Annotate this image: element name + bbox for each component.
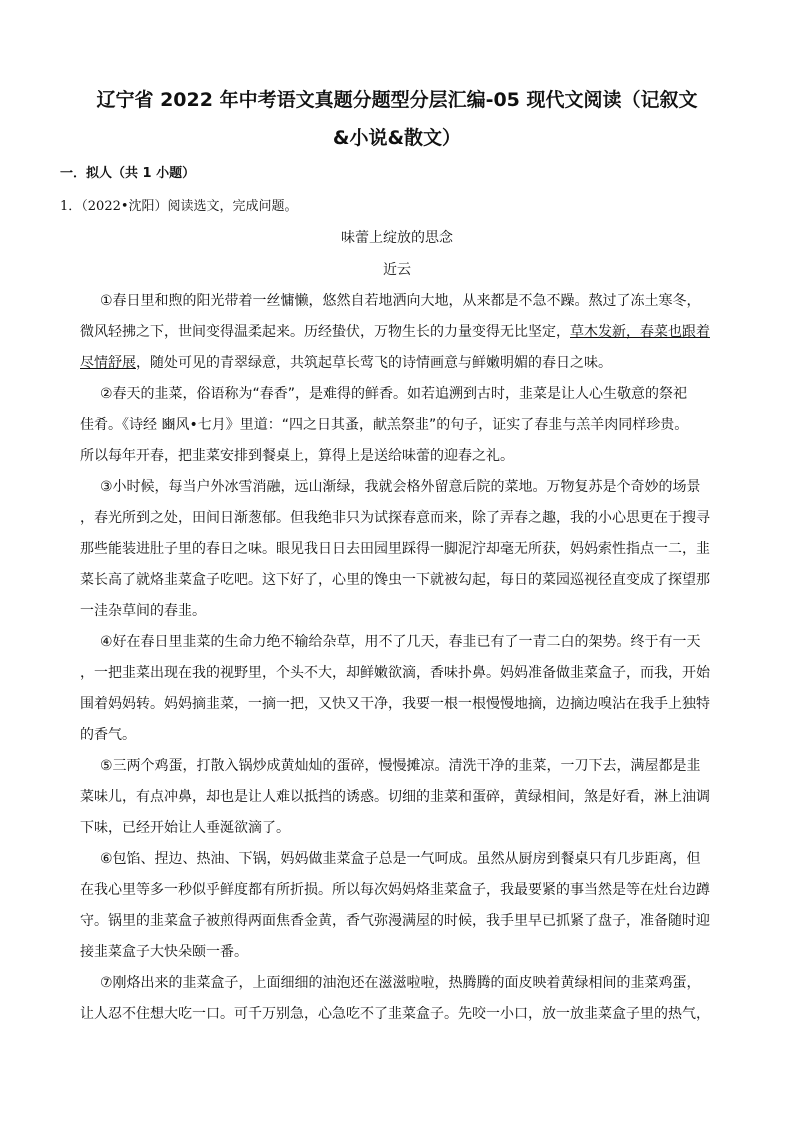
p6-line-2: 在我心里等多一秒似乎鲜度都有所折损。所以每次妈妈烙韭菜盒子，我最要紧的事当然是等在灶台边蹲 [80, 882, 710, 898]
p3-line-2: ，春光所到之处，田间日渐葱郁。但我绝非只为试探春意而来，除了弄春之趣，我的小心思更在于搜寻 [80, 510, 710, 526]
p1-line-2-text: 微风轻拂之下，世间变得温柔起来。历经蛰伏，万物生长的力量变得无比坚定， [80, 324, 570, 340]
p1-underlined-phrase-b: 尽情舒展 [80, 355, 136, 371]
p1-line-3 [80, 353, 612, 373]
p6-line-3: 守。锅里的韭菜盒子被煎得两面焦香金黄，香气弥漫满屋的时候，我手里早已抓紧了盘子，准备随时迎 [80, 913, 710, 929]
p4-line-2: ，一把韭菜出现在我的视野里，个头不大，却鲜嫩欲滴，香味扑鼻。妈妈准备做韭菜盒子，而我，开始 [80, 665, 710, 681]
article-author: 近云 [383, 262, 411, 278]
section-heading: 一．拟人（共 1 小题） [60, 166, 196, 181]
p1-line-2 [80, 322, 710, 342]
p3-line-1: ③小时候，每当户外冰雪消融，远山渐绿，我就会格外留意后院的菜地。万物复苏是个奇妙的场景 [100, 479, 701, 495]
p5-line-3: 下味，已经开始让人垂涎欲滴了。 [80, 820, 290, 836]
p2-line-3: 所以每年开春，把韭菜安排到餐桌上，算得上是送给味蕾的迎春之礼。 [80, 448, 514, 464]
p7-line-2: 让人忍不住想大吃一口。可千万别急，心急吃不了韭菜盒子。先咬一小口，放一放韭菜盒子里的热气， [80, 1006, 710, 1022]
p3-line-3: 那些能装进肚子里的春日之味。眼见我日日去田园里踩得一脚泥泞却毫无所获，妈妈索性指点一二，韭 [80, 541, 710, 557]
p3-line-5: 一洼杂草间的春韭。 [80, 603, 206, 619]
document-title-line-2: &小说&散文） [332, 127, 462, 149]
p6-line-4: 接韭菜盒子大快朵颐一番。 [80, 944, 248, 960]
question-intro: 1．（2022•沈阳）阅读选文，完成问题。 [60, 199, 298, 214]
p1-line-3-text: ，随处可见的青翠绿意，共筑起草长莺飞的诗情画意与鲜嫩明媚的春日之味。 [136, 355, 612, 371]
p2-line-1: ②春天的韭菜，俗语称为“春香”，是难得的鲜香。如若追溯到古时，韭菜是让人心生敬意的祭祀 [100, 386, 688, 402]
p1-underlined-phrase-a: 草木发新，春菜也跟着 [570, 324, 710, 340]
p5-line-2: 菜味儿，有点冲鼻，却也是让人难以抵挡的诱惑。切细的韭菜和蛋碎，黄绿相间，煞是好看，淋上油调 [80, 789, 710, 805]
p4-line-3: 围着妈妈转。妈妈摘韭菜，一摘一把，又快又干净，我要一根一根慢慢地摘，边摘边嗅沾在我手上独特 [80, 696, 710, 712]
p7-line-1: ⑦刚烙出来的韭菜盒子，上面细细的油泡还在滋滋啦啦，热腾腾的面皮映着黄绿相间的韭菜鸡蛋， [100, 975, 701, 991]
p6-line-1: ⑥包馅、捏边、热油、下锅，妈妈做韭菜盒子总是一气呵成。虽然从厨房到餐桌只有几步距离，但 [100, 851, 701, 867]
document-title-line-1: 辽宁省 2022 年中考语文真题分题型分层汇编-05 现代文阅读（记叙文 [96, 89, 698, 111]
p1-line-1: ①春日里和煦的阳光带着一丝慵懒，悠然自若地洒向大地，从来都是不急不躁。熬过了冻土寒冬， [100, 293, 701, 309]
p4-line-1: ④好在春日里韭菜的生命力绝不输给杂草，用不了几天，春韭已有了一青二白的架势。终于有一天 [100, 634, 701, 650]
p2-line-2: 佳肴。《诗经 豳风•七月》里道：“四之日其蚤，献羔祭韭”的句子，证实了春韭与羔羊肉同样珍贵。 [80, 417, 689, 433]
p5-line-1: ⑤三两个鸡蛋，打散入锅炒成黄灿灿的蛋碎，慢慢摊凉。清洗干净的韭菜，一刀下去，满屋都是韭 [100, 758, 701, 774]
article-title: 味蕾上绽放的思念 [341, 230, 453, 246]
p3-line-4: 菜长高了就烙韭菜盒子吃吧。这下好了，心里的馋虫一下就被勾起，每日的菜园巡视径直变成了探望那 [80, 572, 710, 588]
p4-line-4: 的香气。 [80, 727, 136, 743]
